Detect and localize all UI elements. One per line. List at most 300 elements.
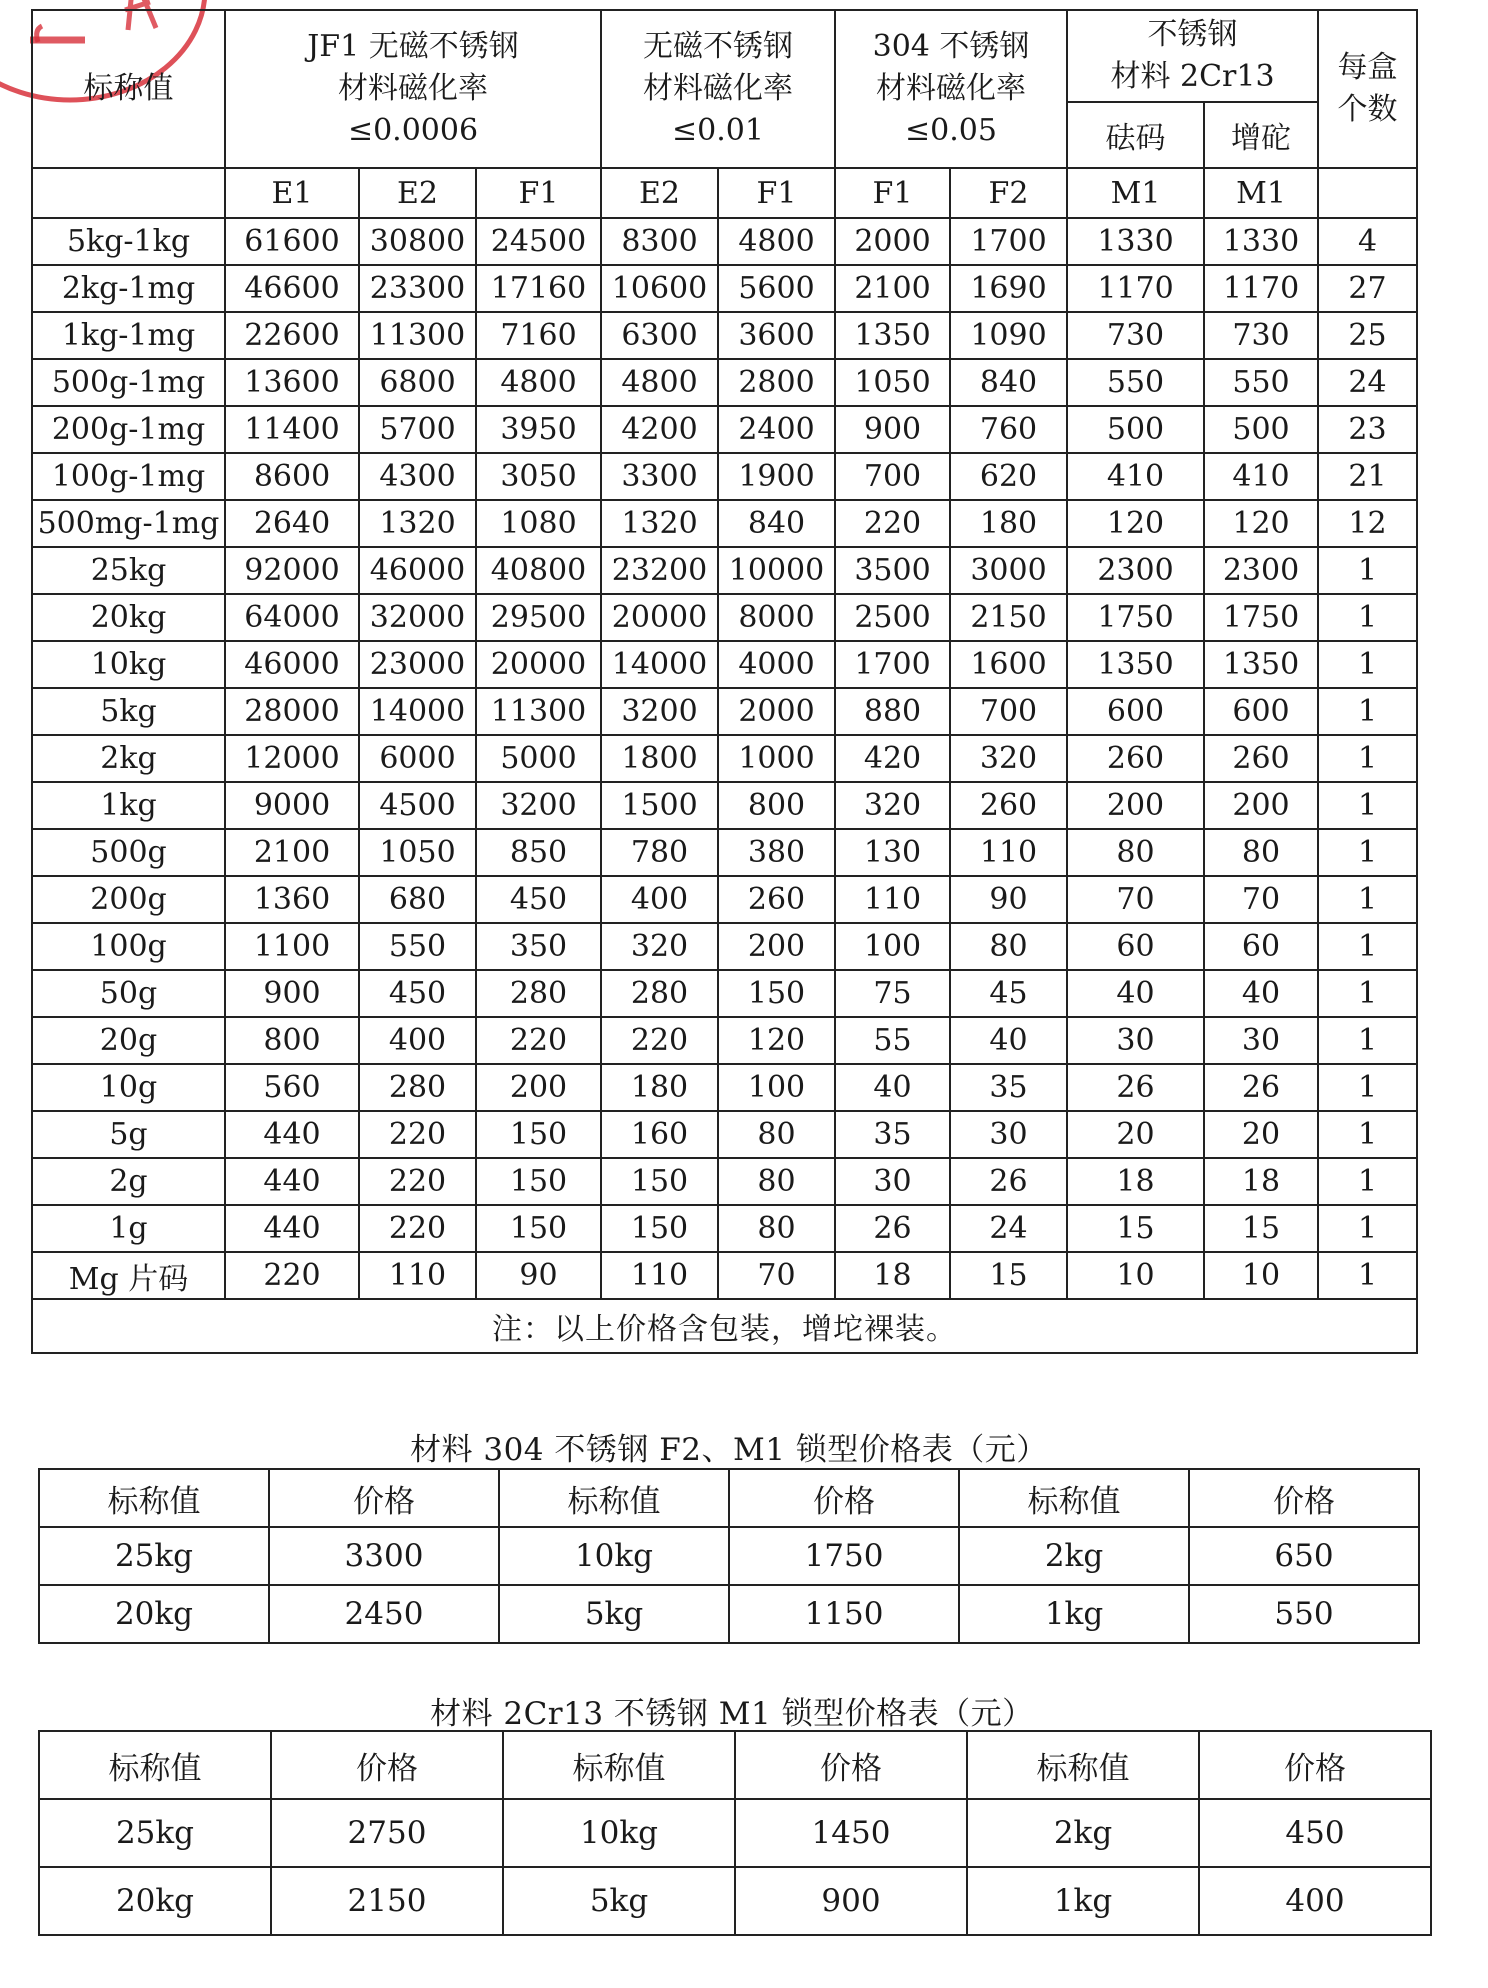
per-box-cell: 1 xyxy=(1318,1017,1417,1064)
price-cell: 1330 xyxy=(1067,218,1204,265)
price-cell: 30 xyxy=(835,1158,950,1205)
price-cell: 6300 xyxy=(601,312,718,359)
price-cell: 23000 xyxy=(359,641,476,688)
price-cell: 550 xyxy=(1067,359,1204,406)
per-box-header xyxy=(1318,10,1417,168)
price-cell: 420 xyxy=(835,735,950,782)
price-cell: 10000 xyxy=(718,547,835,594)
price-cell: 10 xyxy=(1204,1252,1318,1299)
nominal-cell: 5kg-1kg xyxy=(32,218,225,265)
price-cell: 1750 xyxy=(1204,594,1318,641)
price-cell: 60 xyxy=(1204,923,1318,970)
price-cell: 560 xyxy=(225,1064,359,1111)
header-row xyxy=(39,1731,1431,1799)
price-cell: 3050 xyxy=(476,453,601,500)
nominal-cell: 2kg xyxy=(959,1527,1189,1585)
price-cell: 46000 xyxy=(359,547,476,594)
price-cell: 2150 xyxy=(950,594,1067,641)
price-cell: 320 xyxy=(835,782,950,829)
table-row xyxy=(32,735,1417,782)
per-box-cell: 1 xyxy=(1318,829,1417,876)
group-header-1 xyxy=(601,10,835,168)
nominal-cell: 20g xyxy=(32,1017,225,1064)
price-cell: 8000 xyxy=(718,594,835,641)
price-cell: 60 xyxy=(1067,923,1204,970)
group-header-3 xyxy=(1067,10,1318,102)
price-cell: 40 xyxy=(1204,970,1318,1017)
header-line: 每盒 xyxy=(1337,50,1398,85)
price-cell: 150 xyxy=(476,1158,601,1205)
price-cell: 3200 xyxy=(601,688,718,735)
price-cell: 12000 xyxy=(225,735,359,782)
price-cell: 26 xyxy=(835,1205,950,1252)
per-box-cell: 1 xyxy=(1318,970,1417,1017)
nominal-cell: 10kg xyxy=(503,1799,735,1867)
nominal-cell: 1kg xyxy=(967,1867,1199,1935)
price-cell: 150 xyxy=(718,970,835,1017)
price-cell: 150 xyxy=(476,1111,601,1158)
price-cell: 15 xyxy=(1204,1205,1318,1252)
price-cell: 260 xyxy=(1067,735,1204,782)
price-cell: 13600 xyxy=(225,359,359,406)
nominal-cell: 25kg xyxy=(39,1799,271,1867)
price-cell: 64000 xyxy=(225,594,359,641)
header-row xyxy=(39,1469,1419,1527)
price-cell: 3950 xyxy=(476,406,601,453)
price-cell: 1150 xyxy=(729,1585,959,1643)
price-cell: 1320 xyxy=(359,500,476,547)
price-cell: 880 xyxy=(835,688,950,735)
price-cell: 5000 xyxy=(476,735,601,782)
price-cell: 80 xyxy=(718,1111,835,1158)
header-line: 无磁不锈钢 xyxy=(643,29,793,64)
price-cell: 6000 xyxy=(359,735,476,782)
price-cell: 1360 xyxy=(225,876,359,923)
table-row xyxy=(32,594,1417,641)
grade-header: E1 xyxy=(225,168,359,218)
price-cell: 28000 xyxy=(225,688,359,735)
price-cell: 1170 xyxy=(1204,265,1318,312)
price-cell: 1090 xyxy=(950,312,1067,359)
column-header: 价格 xyxy=(1189,1469,1419,1527)
table-row xyxy=(32,547,1417,594)
price-cell: 30 xyxy=(1067,1017,1204,1064)
nominal-cell: 1kg xyxy=(32,782,225,829)
price-cell: 3000 xyxy=(950,547,1067,594)
price-cell: 120 xyxy=(1204,500,1318,547)
price-cell: 1600 xyxy=(950,641,1067,688)
price-cell: 2750 xyxy=(271,1799,503,1867)
table-row xyxy=(39,1799,1431,1867)
grade-header: E2 xyxy=(601,168,718,218)
price-cell: 80 xyxy=(950,923,1067,970)
column-header: 价格 xyxy=(1199,1731,1431,1799)
header-line: 材料磁化率 xyxy=(643,71,793,106)
grade-blank xyxy=(1318,168,1417,218)
price-cell: 110 xyxy=(601,1252,718,1299)
price-cell: 17160 xyxy=(476,265,601,312)
price-cell: 760 xyxy=(950,406,1067,453)
price-cell: 550 xyxy=(359,923,476,970)
per-box-cell: 24 xyxy=(1318,359,1417,406)
price-cell: 11300 xyxy=(359,312,476,359)
price-cell: 220 xyxy=(359,1158,476,1205)
price-cell: 1500 xyxy=(601,782,718,829)
column-header: 标称值 xyxy=(499,1469,729,1527)
price-cell: 22600 xyxy=(225,312,359,359)
price-cell: 800 xyxy=(225,1017,359,1064)
price-cell: 400 xyxy=(359,1017,476,1064)
price-cell: 55 xyxy=(835,1017,950,1064)
price-cell: 7160 xyxy=(476,312,601,359)
price-cell: 730 xyxy=(1204,312,1318,359)
price-cell: 1050 xyxy=(359,829,476,876)
nominal-cell: 200g-1mg xyxy=(32,406,225,453)
table-row xyxy=(32,312,1417,359)
nominal-cell: 2kg xyxy=(967,1799,1199,1867)
price-cell: 20000 xyxy=(476,641,601,688)
price-cell: 18 xyxy=(1067,1158,1204,1205)
price-cell: 18 xyxy=(835,1252,950,1299)
price-cell: 900 xyxy=(735,1867,967,1935)
nominal-cell: 100g xyxy=(32,923,225,970)
column-header: 标称值 xyxy=(39,1731,271,1799)
price-cell: 11400 xyxy=(225,406,359,453)
price-cell: 410 xyxy=(1204,453,1318,500)
magnetic-weights-price-table xyxy=(31,9,1418,1354)
price-cell: 500 xyxy=(1067,406,1204,453)
price-cell: 2000 xyxy=(835,218,950,265)
table-row xyxy=(32,1111,1417,1158)
column-header: 标称值 xyxy=(959,1469,1189,1527)
nominal-cell: 5g xyxy=(32,1111,225,1158)
price-cell: 440 xyxy=(225,1111,359,1158)
sub-header: 增砣 xyxy=(1204,102,1318,168)
nominal-cell: 100g-1mg xyxy=(32,453,225,500)
price-cell: 200 xyxy=(476,1064,601,1111)
nominal-cell: 25kg xyxy=(32,547,225,594)
price-cell: 32000 xyxy=(359,594,476,641)
nominal-cell: 500mg-1mg xyxy=(32,500,225,547)
price-cell: 75 xyxy=(835,970,950,1017)
price-cell: 92000 xyxy=(225,547,359,594)
price-cell: 280 xyxy=(601,970,718,1017)
price-cell: 1750 xyxy=(1067,594,1204,641)
price-cell: 280 xyxy=(476,970,601,1017)
table-row xyxy=(32,829,1417,876)
price-cell: 30 xyxy=(1204,1017,1318,1064)
price-cell: 220 xyxy=(601,1017,718,1064)
price-cell: 110 xyxy=(950,829,1067,876)
price-cell: 10 xyxy=(1067,1252,1204,1299)
price-cell: 1350 xyxy=(1067,641,1204,688)
column-header: 价格 xyxy=(271,1731,503,1799)
price-cell: 900 xyxy=(225,970,359,1017)
price-cell: 3200 xyxy=(476,782,601,829)
price-cell: 80 xyxy=(1067,829,1204,876)
per-box-cell: 1 xyxy=(1318,1205,1417,1252)
nominal-cell: 10kg xyxy=(499,1527,729,1585)
per-box-cell: 4 xyxy=(1318,218,1417,265)
per-box-cell: 1 xyxy=(1318,735,1417,782)
price-cell: 6800 xyxy=(359,359,476,406)
nominal-cell: 10kg xyxy=(32,641,225,688)
column-header: 标称值 xyxy=(967,1731,1199,1799)
column-header: 标称值 xyxy=(503,1731,735,1799)
price-cell: 80 xyxy=(718,1205,835,1252)
price-cell: 800 xyxy=(718,782,835,829)
header-line: 材料磁化率 xyxy=(338,71,488,106)
price-cell: 120 xyxy=(1067,500,1204,547)
per-box-cell: 1 xyxy=(1318,547,1417,594)
price-cell: 61600 xyxy=(225,218,359,265)
grade-header: F1 xyxy=(476,168,601,218)
price-cell: 280 xyxy=(359,1064,476,1111)
table-row xyxy=(32,1252,1417,1299)
price-cell: 45 xyxy=(950,970,1067,1017)
price-cell: 8300 xyxy=(601,218,718,265)
price-cell: 1900 xyxy=(718,453,835,500)
price-cell: 450 xyxy=(476,876,601,923)
price-cell: 40 xyxy=(1067,970,1204,1017)
nominal-cell: 20kg xyxy=(32,594,225,641)
price-cell: 600 xyxy=(1204,688,1318,735)
price-cell: 1080 xyxy=(476,500,601,547)
price-cell: 780 xyxy=(601,829,718,876)
price-cell: 1000 xyxy=(718,735,835,782)
price-cell: 2450 xyxy=(269,1585,499,1643)
per-box-cell: 1 xyxy=(1318,1111,1417,1158)
grade-header: F1 xyxy=(835,168,950,218)
per-box-cell: 1 xyxy=(1318,1158,1417,1205)
price-cell: 26 xyxy=(1204,1064,1318,1111)
price-cell: 70 xyxy=(1204,876,1318,923)
price-cell: 14000 xyxy=(601,641,718,688)
price-cell: 29500 xyxy=(476,594,601,641)
per-box-cell: 1 xyxy=(1318,782,1417,829)
table-row xyxy=(32,406,1417,453)
per-box-cell: 1 xyxy=(1318,923,1417,970)
price-cell: 2100 xyxy=(225,829,359,876)
price-cell: 35 xyxy=(835,1111,950,1158)
price-cell: 4200 xyxy=(601,406,718,453)
price-cell: 220 xyxy=(359,1111,476,1158)
nominal-cell: 500g-1mg xyxy=(32,359,225,406)
price-cell: 2800 xyxy=(718,359,835,406)
per-box-cell: 25 xyxy=(1318,312,1417,359)
price-cell: 1350 xyxy=(835,312,950,359)
price-cell: 1100 xyxy=(225,923,359,970)
column-header: 标称值 xyxy=(39,1469,269,1527)
price-cell: 110 xyxy=(835,876,950,923)
price-cell: 3600 xyxy=(718,312,835,359)
price-cell: 2150 xyxy=(271,1867,503,1935)
price-cell: 2400 xyxy=(718,406,835,453)
per-box-cell: 1 xyxy=(1318,1252,1417,1299)
table-row xyxy=(32,359,1417,406)
price-cell: 1800 xyxy=(601,735,718,782)
price-cell: 400 xyxy=(601,876,718,923)
price-cell: 110 xyxy=(359,1252,476,1299)
price-cell: 4500 xyxy=(359,782,476,829)
group-header-0 xyxy=(225,10,601,168)
price-cell: 80 xyxy=(1204,829,1318,876)
grade-header: M1 xyxy=(1067,168,1204,218)
price-cell: 8600 xyxy=(225,453,359,500)
price-cell: 9000 xyxy=(225,782,359,829)
grade-header: F1 xyxy=(718,168,835,218)
price-cell: 500 xyxy=(1204,406,1318,453)
price-cell: 1170 xyxy=(1067,265,1204,312)
lock-2cr13-price-table xyxy=(38,1730,1432,1936)
price-cell: 550 xyxy=(1204,359,1318,406)
group-header-2 xyxy=(835,10,1067,168)
per-box-cell: 27 xyxy=(1318,265,1417,312)
header-line: ≤0.05 xyxy=(905,113,997,148)
table-row xyxy=(32,1205,1417,1252)
price-cell: 90 xyxy=(950,876,1067,923)
price-cell: 260 xyxy=(718,876,835,923)
price-cell: 46000 xyxy=(225,641,359,688)
price-cell: 100 xyxy=(718,1064,835,1111)
price-cell: 150 xyxy=(476,1205,601,1252)
price-cell: 900 xyxy=(835,406,950,453)
price-cell: 730 xyxy=(1067,312,1204,359)
price-cell: 220 xyxy=(359,1205,476,1252)
price-cell: 200 xyxy=(718,923,835,970)
price-cell: 200 xyxy=(1067,782,1204,829)
grade-blank xyxy=(32,168,225,218)
table-row xyxy=(32,970,1417,1017)
table-row xyxy=(32,641,1417,688)
header-line: ≤0.01 xyxy=(672,113,764,148)
price-cell: 680 xyxy=(359,876,476,923)
price-cell: 5700 xyxy=(359,406,476,453)
nominal-cell: 20kg xyxy=(39,1867,271,1935)
nominal-cell: 2kg xyxy=(32,735,225,782)
price-cell: 70 xyxy=(1067,876,1204,923)
price-cell: 80 xyxy=(718,1158,835,1205)
price-cell: 2500 xyxy=(835,594,950,641)
table-row xyxy=(32,688,1417,735)
price-cell: 840 xyxy=(718,500,835,547)
price-cell: 15 xyxy=(1067,1205,1204,1252)
table-row xyxy=(32,1158,1417,1205)
price-cell: 3300 xyxy=(601,453,718,500)
price-cell: 850 xyxy=(476,829,601,876)
per-box-cell: 12 xyxy=(1318,500,1417,547)
table-row xyxy=(32,923,1417,970)
price-cell: 840 xyxy=(950,359,1067,406)
price-cell: 14000 xyxy=(359,688,476,735)
price-cell: 23200 xyxy=(601,547,718,594)
price-cell: 130 xyxy=(835,829,950,876)
price-cell: 180 xyxy=(601,1064,718,1111)
table-row xyxy=(32,782,1417,829)
price-cell: 11300 xyxy=(476,688,601,735)
price-cell: 4800 xyxy=(601,359,718,406)
price-cell: 20000 xyxy=(601,594,718,641)
table-row xyxy=(32,1064,1417,1111)
price-cell: 1750 xyxy=(729,1527,959,1585)
price-cell: 440 xyxy=(225,1158,359,1205)
price-cell: 15 xyxy=(950,1252,1067,1299)
price-cell: 40800 xyxy=(476,547,601,594)
price-cell: 40 xyxy=(835,1064,950,1111)
price-cell: 10600 xyxy=(601,265,718,312)
price-cell: 1450 xyxy=(735,1799,967,1867)
price-cell: 18 xyxy=(1204,1158,1318,1205)
price-cell: 1700 xyxy=(835,641,950,688)
price-cell: 260 xyxy=(950,782,1067,829)
table-row xyxy=(32,265,1417,312)
price-cell: 620 xyxy=(950,453,1067,500)
price-cell: 320 xyxy=(601,923,718,970)
price-cell: 550 xyxy=(1189,1585,1419,1643)
price-cell: 450 xyxy=(1199,1799,1431,1867)
nominal-cell: 1g xyxy=(32,1205,225,1252)
price-cell: 200 xyxy=(1204,782,1318,829)
lock-304-price-table xyxy=(38,1468,1420,1644)
price-cell: 400 xyxy=(1199,1867,1431,1935)
nominal-cell: 20kg xyxy=(39,1585,269,1643)
price-cell: 2640 xyxy=(225,500,359,547)
price-cell: 380 xyxy=(718,829,835,876)
lock-304-caption: 材料 304 不锈钢 F2、M1 锁型价格表（元） xyxy=(410,1432,1048,1468)
price-cell: 70 xyxy=(718,1252,835,1299)
column-header: 价格 xyxy=(735,1731,967,1799)
table-note: 注：以上价格含包装，增坨裸装。 xyxy=(32,1299,1417,1353)
grade-header: F2 xyxy=(950,168,1067,218)
price-cell: 220 xyxy=(225,1252,359,1299)
nominal-cell: Mg 片码 xyxy=(32,1252,225,1299)
price-cell: 1690 xyxy=(950,265,1067,312)
price-cell: 2100 xyxy=(835,265,950,312)
nominal-cell: 1kg xyxy=(959,1585,1189,1643)
nominal-cell: 5kg xyxy=(499,1585,729,1643)
price-cell: 1350 xyxy=(1204,641,1318,688)
price-cell: 150 xyxy=(601,1205,718,1252)
header-line: 个数 xyxy=(1337,92,1398,127)
nominal-cell: 1kg-1mg xyxy=(32,312,225,359)
nominal-cell: 2g xyxy=(32,1158,225,1205)
price-cell: 1320 xyxy=(601,500,718,547)
per-box-cell: 1 xyxy=(1318,688,1417,735)
header-line: 不锈钢 xyxy=(1147,17,1238,52)
table-row xyxy=(39,1867,1431,1935)
price-cell: 26 xyxy=(950,1158,1067,1205)
price-cell: 3300 xyxy=(269,1527,499,1585)
price-cell: 120 xyxy=(718,1017,835,1064)
nominal-cell: 2kg-1mg xyxy=(32,265,225,312)
grade-header: E2 xyxy=(359,168,476,218)
price-cell: 180 xyxy=(950,500,1067,547)
price-cell: 4800 xyxy=(718,218,835,265)
price-cell: 3500 xyxy=(835,547,950,594)
price-cell: 20 xyxy=(1067,1111,1204,1158)
table-row xyxy=(32,453,1417,500)
per-box-cell: 1 xyxy=(1318,876,1417,923)
header-line: ≤0.0006 xyxy=(347,113,479,148)
nominal-cell: 50g xyxy=(32,970,225,1017)
price-cell: 260 xyxy=(1204,735,1318,782)
price-cell: 2000 xyxy=(718,688,835,735)
price-cell: 30 xyxy=(950,1111,1067,1158)
price-cell: 1330 xyxy=(1204,218,1318,265)
price-cell: 23300 xyxy=(359,265,476,312)
price-cell: 90 xyxy=(476,1252,601,1299)
per-box-cell: 21 xyxy=(1318,453,1417,500)
